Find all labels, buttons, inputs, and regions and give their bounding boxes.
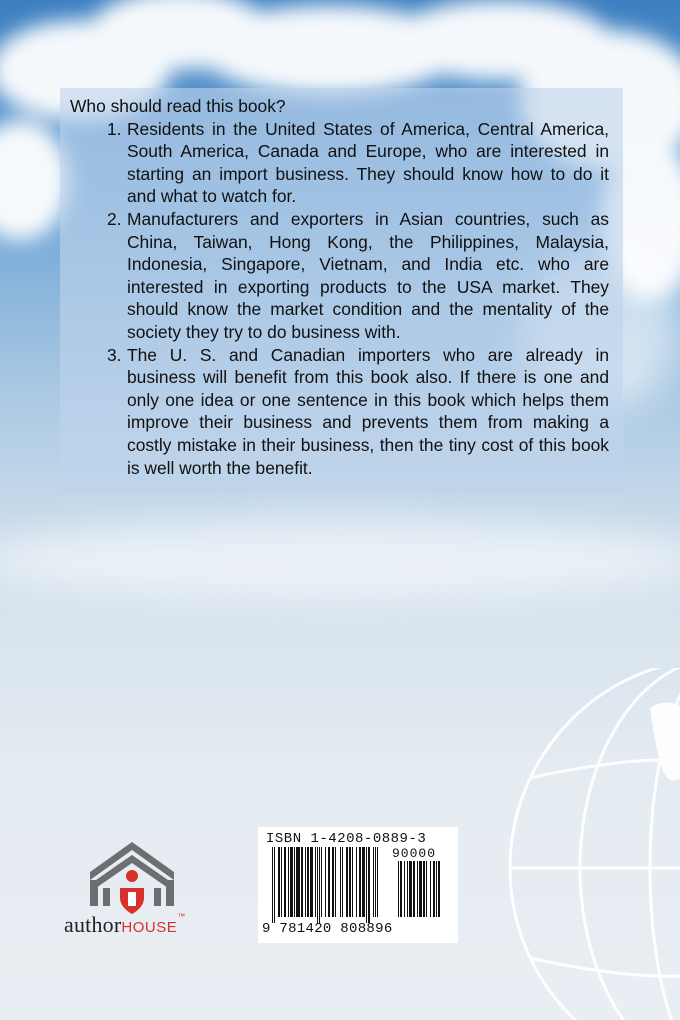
barcode-bar bbox=[284, 847, 286, 917]
barcode-bar bbox=[305, 847, 306, 917]
barcode-bar bbox=[356, 847, 357, 917]
list-item bbox=[70, 118, 609, 208]
barcode-bar bbox=[272, 847, 273, 923]
barcode-bar bbox=[340, 847, 341, 917]
barcode-bar bbox=[278, 847, 280, 917]
isbn-barcode bbox=[258, 827, 458, 943]
barcode-bar bbox=[281, 847, 282, 917]
barcode-bar bbox=[328, 847, 330, 917]
ean-digits: 9 781420 808896 bbox=[262, 921, 393, 937]
barcode-bar bbox=[375, 847, 376, 917]
barcode-bar bbox=[274, 847, 275, 923]
publisher-name-house: HOUSE bbox=[121, 919, 178, 936]
trademark-symbol: ™ bbox=[177, 912, 186, 921]
barcode-bar bbox=[346, 847, 348, 917]
barcode-bar bbox=[362, 847, 365, 917]
barcode-bar bbox=[319, 847, 320, 923]
barcode-bar bbox=[359, 847, 361, 917]
globe-icon bbox=[490, 668, 680, 1020]
barcode-bar bbox=[335, 847, 336, 917]
list-number: 3. bbox=[107, 344, 122, 365]
barcode-bar bbox=[423, 861, 425, 917]
addon-barcode-bars bbox=[398, 861, 450, 923]
barcode-bar bbox=[352, 847, 353, 917]
list-item bbox=[70, 344, 609, 480]
barcode-bar bbox=[296, 847, 300, 917]
barcode-bar bbox=[288, 847, 289, 917]
list-text: Manufacturers and exporters in Asian countries, such as China, Taiwan, Hong Kong, the Philippines, Malaysia, Indonesia, Singapore, Vietnam, and India etc. who are interested in exporting products to the USA market. They should know the market condition and the mentality of the society they try to do business with. bbox=[127, 208, 609, 342]
list-text: The U. S. and Canadian importers who are already in business will benefit from this book also. If there is one and only one idea or one sentence in this book which helps them improve their business and prevents them from making a costly mistake in their business, then the tiny cost of this book is well worth the benefit. bbox=[127, 344, 609, 478]
price-code: 90000 bbox=[392, 846, 437, 861]
barcode-bar bbox=[307, 847, 309, 917]
barcode-bar bbox=[426, 861, 427, 917]
barcode-bar bbox=[294, 847, 295, 917]
barcode-bar bbox=[413, 861, 415, 917]
isbn-text: ISBN 1-4208-0889-3 bbox=[266, 831, 427, 847]
barcode-bar bbox=[400, 861, 402, 917]
barcode-bar bbox=[349, 847, 351, 917]
barcode-bar bbox=[325, 847, 326, 917]
barcode-bar bbox=[404, 861, 405, 917]
reader-list bbox=[70, 118, 609, 480]
barcode-bar bbox=[290, 847, 293, 917]
barcode-bar bbox=[419, 861, 422, 917]
barcode-bar bbox=[332, 847, 334, 917]
barcode-bar bbox=[301, 847, 303, 917]
list-number: 1. bbox=[107, 118, 122, 139]
barcode-bar bbox=[417, 861, 418, 917]
barcode-bar bbox=[409, 861, 412, 917]
barcode-bar bbox=[310, 847, 313, 917]
list-item bbox=[70, 208, 609, 344]
barcode-bar bbox=[366, 847, 367, 923]
barcode-bar bbox=[373, 847, 374, 917]
barcode-bar bbox=[317, 847, 318, 923]
barcode-bar bbox=[407, 861, 408, 917]
publisher-name-author: author bbox=[64, 912, 122, 937]
barcode-bar bbox=[368, 847, 370, 923]
barcode-bar bbox=[436, 861, 437, 917]
list-text: Residents in the United States of America, Central America, South America, Canada and Europe, who are interested in starting an import business. They should know how to do it and what to watch for. bbox=[127, 118, 609, 207]
barcode-bar bbox=[398, 861, 399, 917]
barcode-bar bbox=[433, 861, 435, 917]
barcode-bar bbox=[342, 847, 343, 917]
barcode-bar bbox=[377, 847, 378, 917]
barcode-bar bbox=[430, 861, 431, 917]
barcode-bar bbox=[438, 861, 440, 917]
barcode-bar bbox=[315, 847, 316, 917]
list-number: 2. bbox=[107, 208, 122, 229]
text-panel bbox=[60, 88, 623, 494]
panel-heading: Who should read this book? bbox=[70, 96, 286, 116]
ean-barcode-bars bbox=[272, 847, 394, 923]
barcode-bar bbox=[321, 847, 322, 917]
publisher-name bbox=[64, 912, 185, 938]
